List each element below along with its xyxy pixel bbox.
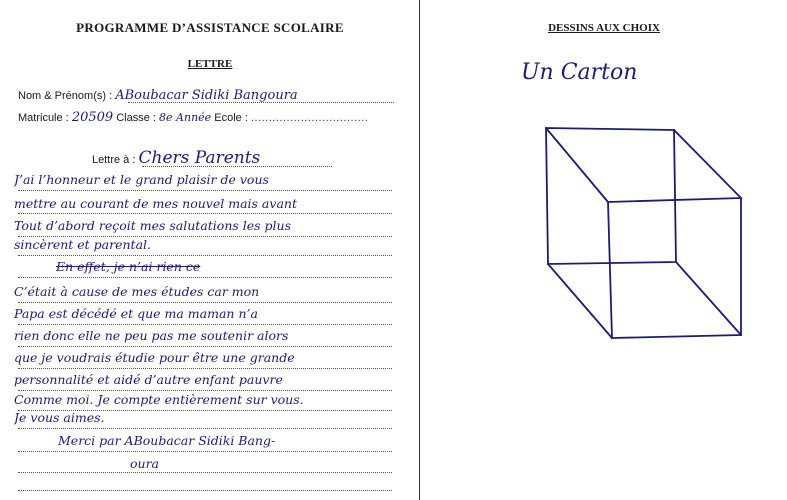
ecole-dots: ................................. xyxy=(250,112,369,124)
name-value: ABoubacar Sidiki Bangoura xyxy=(115,88,298,103)
letter-line-10: personnalité et aidé d’autre enfant pauvre xyxy=(14,372,283,387)
rule-1 xyxy=(18,190,392,191)
letter-line-9: que je voudrais étudie pour être une grande xyxy=(14,350,295,365)
program-title: PROGRAMME D’ASSISTANCE SCOLAIRE xyxy=(76,20,344,35)
rule-8 xyxy=(18,346,392,347)
rule-7 xyxy=(18,324,392,325)
matricule-label: Matricule : xyxy=(18,112,69,124)
drawing-page xyxy=(421,0,787,500)
rule-10 xyxy=(18,390,392,391)
letter-line-11: Comme moi. Je compte entièrement sur vous. xyxy=(14,392,304,407)
recipient-field xyxy=(92,148,260,168)
cube-edge-top-left xyxy=(546,128,608,202)
classe-value: 8e Année xyxy=(159,111,212,124)
rule-2 xyxy=(18,213,392,214)
name-field xyxy=(18,88,298,103)
rule-14 xyxy=(18,472,392,473)
letter-section-title: LETTRE xyxy=(187,58,233,70)
cube-drawing xyxy=(536,120,746,340)
name-rule xyxy=(128,102,394,103)
rule-6 xyxy=(18,302,392,303)
letter-line-4: sincèrent et parental. xyxy=(14,237,151,252)
name-label: Nom & Prénom(s) : xyxy=(18,90,113,102)
rule-5 xyxy=(18,277,392,278)
letter-line-7: Papa est décédé et que ma maman n’a xyxy=(14,306,258,321)
cube-edge-bottom-left xyxy=(548,264,612,338)
letter-line-1: J’ai l’honneur et le grand plaisir de vous xyxy=(14,172,269,187)
letter-line-2: mettre au courant de mes nouvel mais avant xyxy=(14,196,297,211)
letter-line-3: Tout d’abord reçoit mes salutations les plus xyxy=(14,218,292,233)
cube-back-face xyxy=(546,128,676,264)
letter-line-14: oura xyxy=(130,456,160,471)
letter-line-13: Merci par ABoubacar Sidiki Bang- xyxy=(58,433,276,448)
rule-9 xyxy=(18,368,392,369)
letter-line-8: rien donc elle ne peu pas me soutenir alors xyxy=(14,328,289,343)
recipient-rule xyxy=(142,166,332,167)
recipient-label: Lettre à : xyxy=(92,154,136,166)
cube-edge-top-right xyxy=(674,130,741,198)
ecole-label: Ecole : xyxy=(214,112,248,124)
classe-label: Classe : xyxy=(116,112,156,124)
drawing-caption: Un Carton xyxy=(521,60,638,85)
letter-line-6: C’était à cause de mes études car mon xyxy=(14,284,260,299)
recipient-value: Chers Parents xyxy=(138,148,261,168)
matricule-value: 20509 xyxy=(71,110,114,125)
rule-13 xyxy=(18,451,392,452)
rule-15 xyxy=(18,490,392,491)
cube-edge-bottom-right xyxy=(676,262,741,335)
rule-4 xyxy=(18,255,392,256)
matricule-field xyxy=(18,110,368,125)
drawing-section-title: DESSINS AUX CHOIX xyxy=(548,22,660,34)
letter-line-12: Je vous aimes. xyxy=(14,410,105,425)
letter-line-5: En effet, je n’ai rien ce xyxy=(56,259,201,274)
rule-12 xyxy=(18,428,392,429)
